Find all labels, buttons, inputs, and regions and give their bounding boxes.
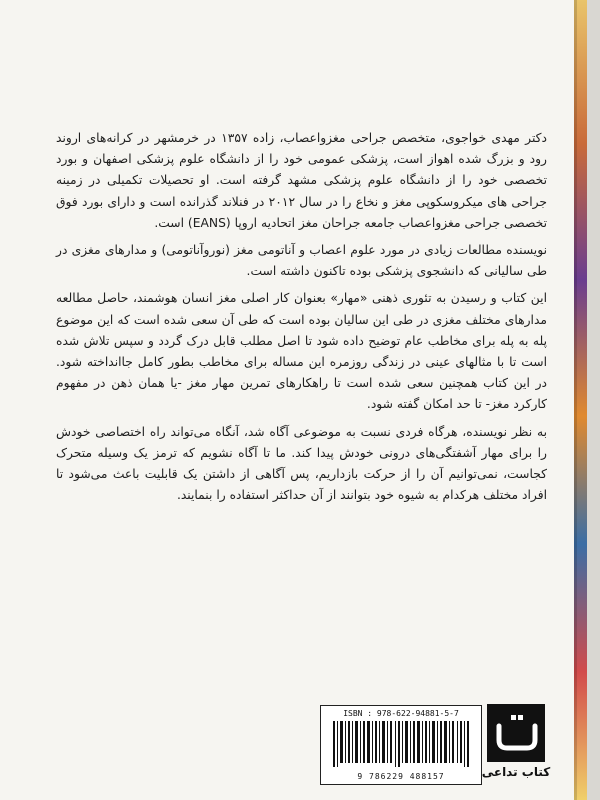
paragraph-author-intro: دکتر مهدی خواجوی، متخصص جراحی مغزواعصاب، زاده ۱۳۵۷ در خرمشهر در کرانه‌های اروند رود و بزرگ شده اهواز است، پزشکی عمومی خود را از دانشگاه علوم پزشکی اصفهان و بورد تخصصی خود را از دانشگاه علوم پزشکی مشهد گرفته است. او تحصیلات تکمیلی در زمینه جراحی های میکروسکوپی مغز و نخاع را در سال ۲۰۱۲ در فنلاند گذرانده است و دارای بورد فوق تخصصی جراحی مغزواعصاب جامعه جراحان مغز اتحادیه اروپا (EANS) است. <box>56 131 548 230</box>
isbn-label: ISBN : 978-622-94881-5-7 <box>343 709 459 718</box>
paragraph-author-studies: نویسنده مطالعات زیادی در مورد علوم اعصاب و آناتومی مغز (نوروآناتومی) و مدارهای مغزی در طی سالیانی که دانشجوی پزشکی بوده تاکنون داشته است. <box>56 243 547 279</box>
publisher-name: کتاب تداعی <box>481 765 551 779</box>
paragraph-author-view: به نظر نویسنده، هرگاه فردی نسبت به موضوعی آگاه شد، آنگاه می‌تواند راه اختصاصی خودش را برای مهار آشفتگی‌های درونی خودش پیدا کند. ما تا آگاه نشویم که ترمز یک وسیله متحرک کجاست، نمی‌توانیم آن را از حرکت بازداریم، پس آگاهی از داشتن یک قابلیت باعث می‌شود تا افراد مختلف هرکدام به شیوه خود بتوانند از آن حداکثر استفاده را بنمایند. <box>56 424 547 503</box>
ta-letter-logo-icon <box>487 704 545 762</box>
paragraph-book-summary: این کتاب و رسیدن به تئوری ذهنی «مهار» بعنوان کار اصلی مغز انسان هوشمند، حاصل مطالعه مدارهای مختلف مغزی در طی این سالیان بوده است که طی آن سعی شده است که این موضوع پله به پله برای مخاطب عام توضیح داده شود تا اصل مطلب قابل درک گردد و سپس تلاش شده است تا با مثالهای عینی در زندگی روزمره این مساله برای مخاطب بطور کامل جاانداخته شود. در این کتاب همچنین سعی شده است تا راهکارهای تمرین مهار مغز -یا همان ذهن در مفهوم کارکرد مغز- تا حد امکان گفته شود. <box>56 291 547 412</box>
barcode-number: 9 786229 488157 <box>357 772 445 781</box>
cover-art-edge <box>574 0 587 800</box>
barcode-bars-icon <box>333 721 469 767</box>
isbn-barcode <box>320 705 482 785</box>
author-bio-text <box>56 128 547 512</box>
